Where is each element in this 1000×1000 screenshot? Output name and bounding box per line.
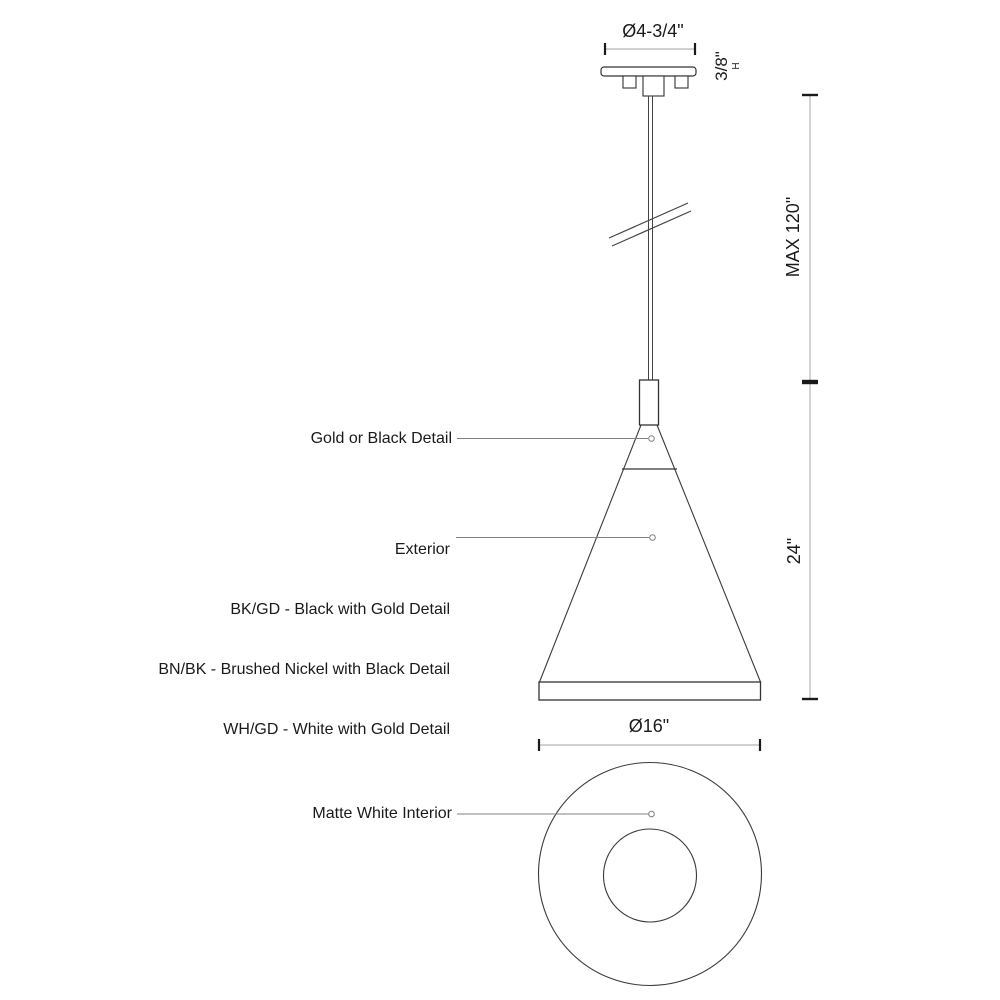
canopy-height-suffix: H [730,62,742,70]
canopy-height-dimension-text [705,38,749,94]
cable-break-symbol-lower [612,211,691,246]
leader-dot-detail [649,436,655,442]
detail-callout-label: Gold or Black Detail [310,430,452,447]
socket [640,380,659,425]
exterior-finish-option: BN/BK - Brushed Nickel with Black Detail [158,661,450,678]
bottom-view-inner-circle [604,829,697,922]
interior-callout-label: Matte White Interior [312,805,452,822]
shade-diameter-dimension-text: Ø16" [628,716,670,736]
exterior-finish-option: WH/GD - White with Gold Detail [223,721,450,738]
max-suspension-dimension-text: MAX 120" [783,196,803,278]
shade-cone-left-edge [540,425,642,682]
mounting-screw-left [623,76,636,88]
mounting-screw-right [675,76,688,88]
shade-cone-right-edge [657,425,761,682]
exterior-callout-block [100,500,450,780]
leader-dot-exterior [650,535,656,541]
shade-rim [539,682,761,700]
canopy-height-value: 3/8" [711,51,731,81]
exterior-finish-option: BK/GD - Black with Gold Detail [230,601,450,618]
canopy-plate [601,67,696,76]
canopy-stem [643,76,664,96]
exterior-callout-title: Exterior [394,541,450,558]
fixture-height-dimension-text: 24" [784,537,804,565]
canopy-diameter-dimension-text: Ø4-3/4" [622,21,684,41]
leader-dot-interior [649,811,655,817]
bottom-view-outer-circle [539,763,762,986]
